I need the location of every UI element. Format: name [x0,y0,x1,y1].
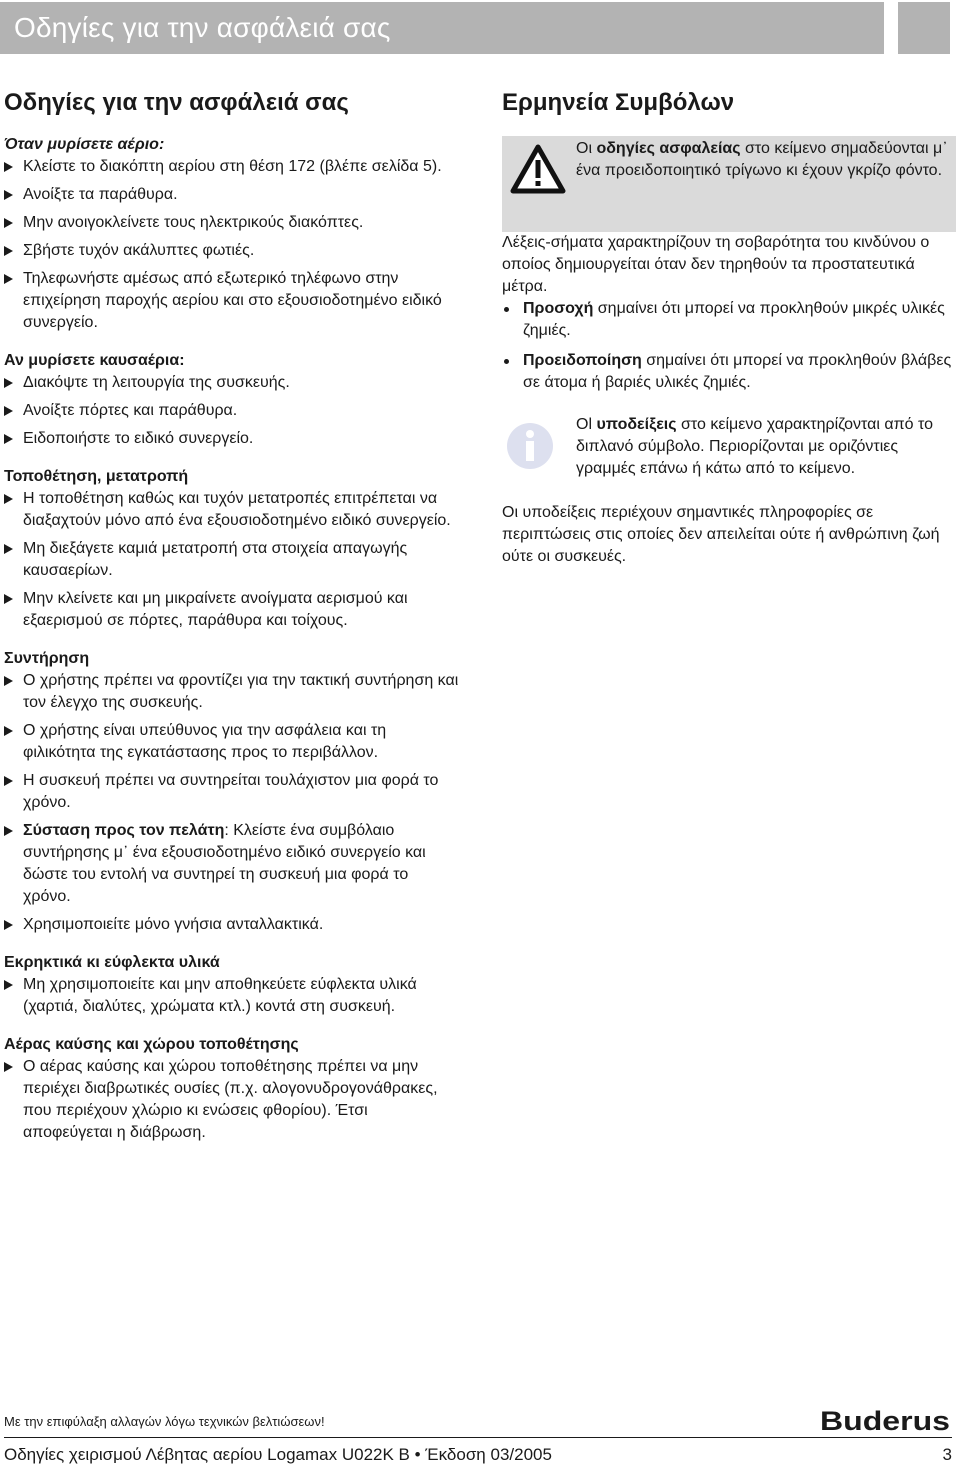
arrow-bullet-icon [4,920,13,930]
arrow-bullet-icon [4,676,13,686]
list-item: Ο χρήστης πρέπει να φροντίζει για την τακτική συντήρηση και τον έλεγχο της συσκευής. [4,670,460,714]
instruction-list [4,372,460,450]
arrow-bullet-icon [4,274,13,284]
bullet-dot-icon [504,307,509,312]
list-item: Ο χρήστης είναι υπεύθυνος για την ασφάλεια και τη φιλικότητα της εγκατάστασης προς το περιβάλλον. [4,720,460,764]
info-note: Οι υποδείξεις περιέχουν σημαντικές πληροφορίες σε περιπτώσεις στις οποίες δεν απειλείται ούτε ή ανθρώπινη ζωή ούτε οι συσκευές. [502,504,940,565]
list-item: Η συσκευή πρέπει να συντηρείται τουλάχιστον μια φορά το χρόνο. [4,770,460,814]
bullet-dot-icon [504,359,509,364]
instruction-list [4,488,460,632]
section-heading: Όταν μυρίσετε αέριο: [4,136,165,153]
list-item: Μην κλείνετε και μη μικραίνετε ανοίγματα αερισμού και εξαερισμού σε πόρτες, παράθυρα και τοίχους. [4,588,460,632]
page-number: 3 [942,1445,952,1464]
arrow-bullet-icon [4,378,13,388]
info-box [502,414,956,502]
arrow-bullet-icon [4,246,13,256]
signal-words-intro: Λέξεις-σήματα χαρακτηρίζουν τη σοβαρότητα του κινδύνου ο οποίος δημιουργείται όταν δεν τηρηθούν τα προστατευτικά μέτρα. [502,234,930,295]
list-item: Μην ανοιγοκλείνετε τους ηλεκτρικούς διακόπτες. [4,212,460,234]
list-item: Προειδοποίηση σημαίνει ότι μπορεί να προκληθούν βλάβες σε άτομα ή βαριές υλικές ζημιές. [502,350,956,394]
list-item: Ειδοποιήστε το ειδικό συνεργείο. [4,428,460,450]
list-item: Χρησιμοποιείτε μόνο γνήσια ανταλλακτικά. [4,914,460,936]
info-text: Ol υποδείξεις στο κείμενο χαρακτηρίζονται από το διπλανό σύμβολο. Περιορίζονται με οριζόντιες γραμμές επάνω ή κάτω από το κείμενο. [576,416,934,477]
header-bar [0,2,884,54]
left-column [4,88,460,1144]
page-title: Οδηγίες για την ασφάλειά σας [4,89,349,116]
arrow-bullet-icon [4,544,13,554]
list-item: Σβήστε τυχόν ακάλυπτες φωτιές. [4,240,460,262]
arrow-bullet-icon [4,980,13,990]
arrow-bullet-icon [4,826,13,836]
footer-rule [4,1437,952,1438]
svg-text:Buderus: Buderus [820,1406,950,1434]
arrow-bullet-icon [4,594,13,604]
list-item: Προσοχή σημαίνει ότι μπορεί να προκληθούν μικρές υλικές ζημιές. [502,298,956,342]
buderus-logo [820,1406,952,1434]
right-column [502,88,956,568]
arrow-bullet-icon [4,434,13,444]
list-item: Σύσταση προς τον πελάτη: Κλείστε ένα συμβόλαιο συντήρησης μ᾽ ένα εξουσιοδοτημένο ειδικό συνεργείο και δώστε του εντολή να συντηρεί τη συσκευή μια φορά το χρόνο. [4,820,460,908]
section-heading: Τοποθέτηση, μετατροπή [4,468,189,485]
list-item: Τηλεφωνήστε αμέσως από εξωτερικό τηλέφωνο στην επιχείρηση παροχής αερίου και στο εξουσιοδοτημένο ειδικό συνεργείο. [4,268,460,334]
instruction-list [4,670,460,936]
info-icon [506,422,554,470]
section-heading: Συντήρηση [4,650,90,667]
warning-triangle-icon [510,144,566,194]
list-item: Η τοποθέτηση καθώς και τυχόν μετατροπές επιτρέπεται να διαξαχτούν μόνο από ένα εξουσιοδοτημένο ειδικό συνεργείο. [4,488,460,532]
arrow-bullet-icon [4,726,13,736]
arrow-bullet-icon [4,218,13,228]
arrow-bullet-icon [4,776,13,786]
list-item: Ανοίξτε πόρτες και παράθυρα. [4,400,460,422]
arrow-bullet-icon [4,1062,13,1072]
list-item: Ο αέρας καύσης και χώρου τοποθέτησης πρέπει να μην περιέχει διαβρωτικές ουσίες (π.χ. αλογονυδρογονάθρακες, που περιέχουν χλώριο κι ενώσεις φθορίου). Έτσι αποφεύγεται η διάβρωση. [4,1056,460,1144]
warning-box [502,136,956,232]
list-item: Διακόψτε τη λειτουργία της συσκευής. [4,372,460,394]
arrow-bullet-icon [4,406,13,416]
footer-note: Με την επιφύλαξη αλλαγών λόγω τεχνικών βελτιώσεων! [4,1414,325,1429]
section-heading: Αν μυρίσετε καυσαέρια: [4,352,185,369]
list-item: Μη διεξάγετε καμιά μετατροπή στα στοιχεία απαγωγής καυσαερίων. [4,538,460,582]
header-tab [898,2,950,54]
signal-word-list [502,298,956,394]
arrow-bullet-icon [4,190,13,200]
warning-text: Οι οδηγίες ασφαλείας στο κείμενο σημαδεύονται μ᾽ ένα προειδοποιητικό τρίγωνο κι έχουν γκρίζο φόντο. [576,140,948,179]
footer-doc-title: Οδηγίες χειρισμού Λέβητας αερίου Logamax U022K B • Έκδοση 03/2005 [4,1445,552,1464]
list-item: Κλείστε το διακόπτη αερίου στη θέση 172 (βλέπε σελίδα 5). [4,156,460,178]
section-heading: Εκρηκτικά κι εύφλεκτα υλικά [4,954,220,971]
recommendation-label: Σύσταση προς τον πελάτη [23,822,225,839]
list-item: Μη χρησιμοποιείτε και μην αποθηκεύετε εύφλεκτα υλικά (χαρτιά, διαλύτες, χρώματα κτλ.) κοντά στη συσκευή. [4,974,460,1018]
header-title: Οδηγίες για την ασφάλειά σας [14,12,391,43]
section-heading: Αέρας καύσης και χώρου τοποθέτησης [4,1036,299,1053]
list-item: Ανοίξτε τα παράθυρα. [4,184,460,206]
symbols-title: Ερμηνεία Συμβόλων [502,89,735,116]
instruction-list [4,1056,460,1144]
arrow-bullet-icon [4,162,13,172]
arrow-bullet-icon [4,494,13,504]
instruction-list [4,974,460,1018]
instruction-list [4,156,460,334]
